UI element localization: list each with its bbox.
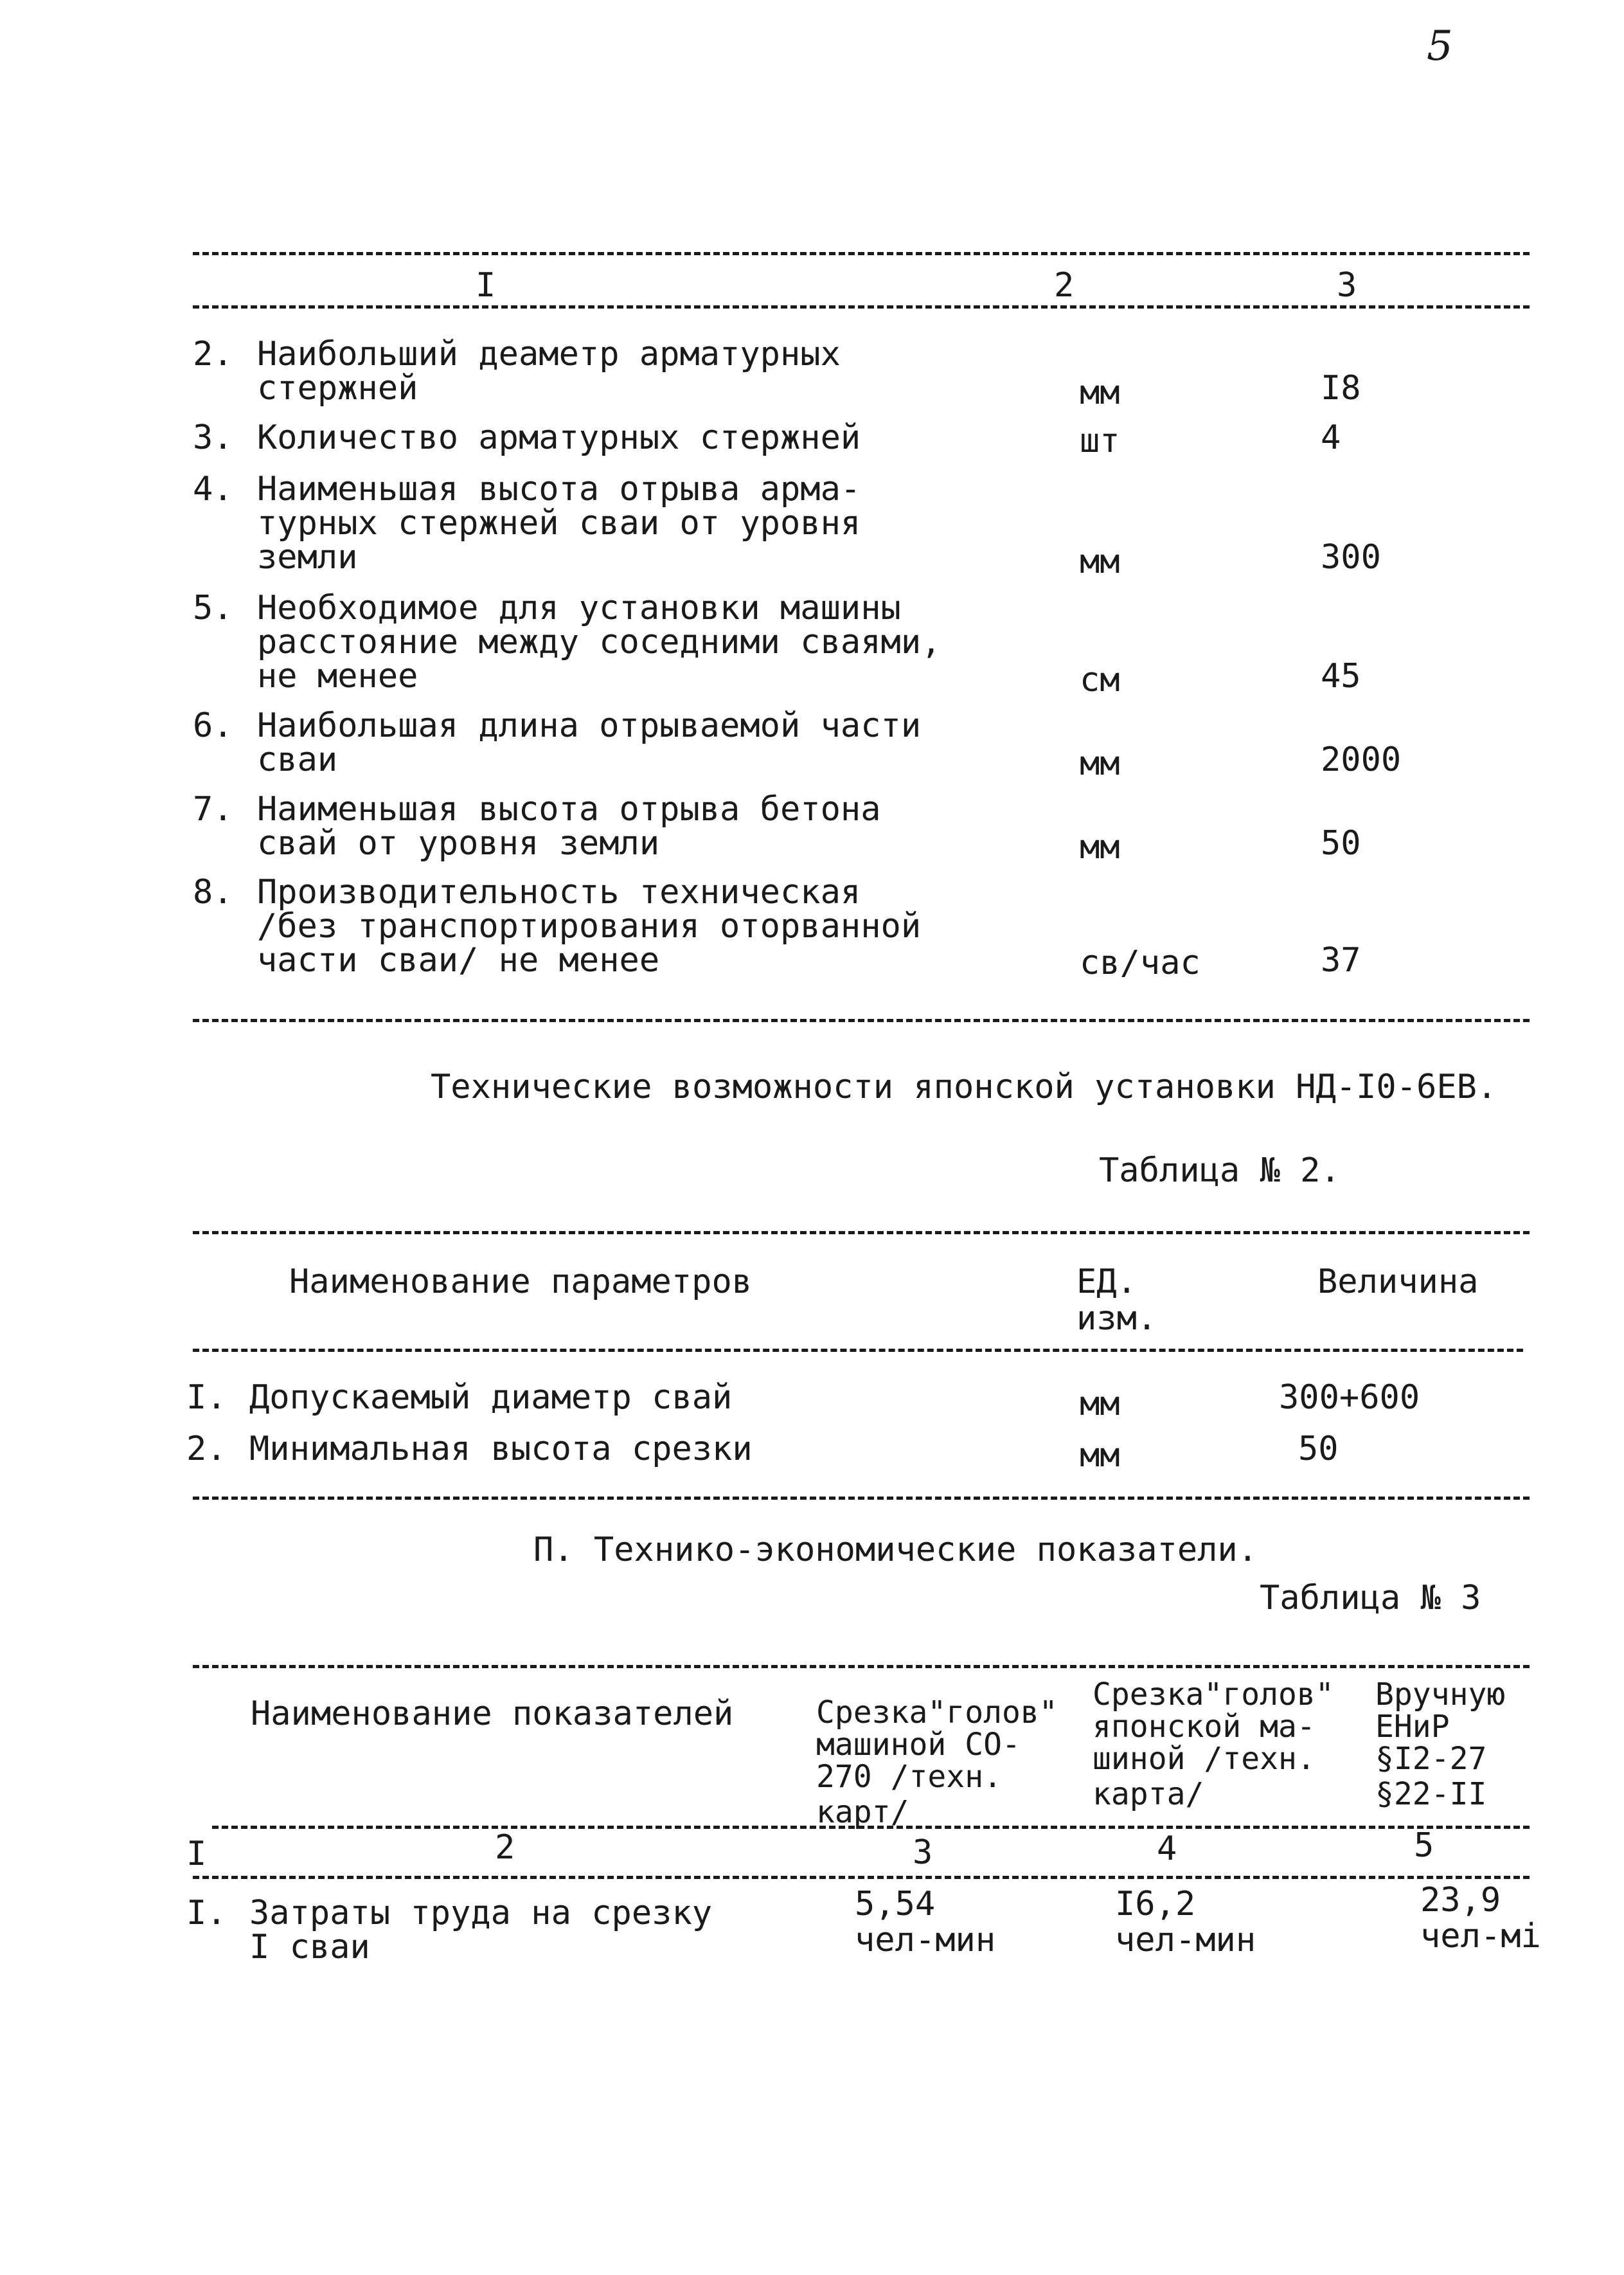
- row-unit: шт: [1080, 422, 1120, 460]
- row-text-line: свай от уровня земли: [257, 824, 660, 863]
- header-line: японской ма-: [1093, 1709, 1316, 1745]
- table1-top-rule: [193, 252, 1530, 255]
- row-text-line: земли: [257, 538, 358, 577]
- table3-top-rule: [193, 1665, 1530, 1668]
- row-text: Допускаемый диаметр свай: [249, 1378, 733, 1417]
- row-unit: мм: [1080, 1385, 1120, 1423]
- row-number: 5.: [193, 589, 233, 627]
- row-number: 7.: [193, 790, 233, 829]
- row-unit: мм: [1080, 744, 1120, 783]
- table3-header-rule: [212, 1826, 1530, 1829]
- header-line: машиной СО-: [816, 1727, 1021, 1763]
- row-text-line: Наибольшая длина отрываемой части: [257, 706, 922, 745]
- row-value-unit: чел-мин: [1115, 1921, 1256, 1959]
- table1-bottom-rule: [193, 1019, 1530, 1022]
- table2-caption: Таблица № 2.: [1099, 1151, 1341, 1190]
- row-value: 300+600: [1279, 1378, 1420, 1417]
- table3-colnum: 2: [495, 1828, 515, 1867]
- row-value: 45: [1321, 657, 1361, 696]
- row-number: 8.: [193, 873, 233, 912]
- row-number: I.: [186, 1894, 227, 1932]
- section-title: П. Технико-экономические показатели.: [533, 1531, 1258, 1569]
- table2-header-unit: изм.: [1076, 1299, 1157, 1338]
- row-unit: мм: [1080, 543, 1120, 581]
- row-value: I8: [1321, 369, 1361, 408]
- table1-header-col1: I: [476, 266, 496, 305]
- row-value-unit: чел-мі: [1420, 1917, 1541, 1956]
- row-value: 50: [1321, 824, 1361, 863]
- table3-caption: Таблица № 3: [1260, 1579, 1481, 1617]
- table3-colnum: 3: [913, 1833, 933, 1872]
- header-line: 270 /техн.: [816, 1759, 1002, 1795]
- row-text-line: стержней: [257, 369, 418, 408]
- header-line: Срезка"голов": [1093, 1677, 1334, 1713]
- row-text-line: Затраты труда на срезку: [249, 1894, 713, 1932]
- table2-bottom-rule: [193, 1497, 1530, 1500]
- row-value-unit: чел-мин: [855, 1921, 996, 1959]
- row-text-line: Необходимое для установки машины: [257, 589, 901, 627]
- row-text-line: расстояние между соседними сваями,: [257, 623, 941, 661]
- row-text-line: Наибольший деаметр арматурных: [257, 335, 841, 373]
- row-number: 6.: [193, 706, 233, 745]
- row-value: 50: [1298, 1430, 1339, 1468]
- row-value: 37: [1321, 941, 1361, 980]
- table3-header-name: Наименование показателей: [251, 1695, 734, 1733]
- table2-header-name: Наименование параметров: [289, 1263, 753, 1301]
- header-line: §I2-27: [1375, 1741, 1487, 1777]
- row-value: I6,2: [1115, 1885, 1196, 1923]
- header-line: §22-II: [1375, 1776, 1487, 1812]
- row-text-line: /без транспортирования оторванной: [257, 907, 922, 946]
- row-text-line: турных стержней сваи от уровня: [257, 504, 861, 543]
- row-unit: мм: [1080, 1436, 1120, 1475]
- table2-header-unit: ЕД.: [1076, 1263, 1137, 1301]
- row-value: 5,54: [855, 1885, 936, 1923]
- row-number: 2.: [186, 1430, 227, 1468]
- row-number: I.: [186, 1378, 227, 1417]
- row-number: 2.: [193, 335, 233, 373]
- table1-header-rule: [193, 305, 1530, 309]
- row-value: 4: [1321, 418, 1341, 457]
- table1-header-col3: 3: [1337, 266, 1357, 305]
- table3-colnum-rule: [193, 1876, 1530, 1879]
- table3-colnum: I: [186, 1835, 207, 1873]
- row-text-line: Количество арматурных стержней: [257, 418, 861, 457]
- row-text-line: I сваи: [249, 1928, 370, 1966]
- row-unit: мм: [1080, 373, 1120, 412]
- row-unit: см: [1080, 661, 1120, 699]
- table1-header-col2: 2: [1054, 266, 1075, 305]
- row-number: 4.: [193, 470, 233, 508]
- row-text-line: не менее: [257, 657, 418, 696]
- row-value: 23,9: [1420, 1881, 1501, 1920]
- table2-header-value: Величина: [1317, 1263, 1479, 1301]
- row-text-line: сваи: [257, 741, 338, 779]
- table3-colnum: 4: [1157, 1830, 1177, 1868]
- row-unit: св/час: [1080, 944, 1200, 982]
- row-text-line: Наименьшая высота отрыва арма-: [257, 470, 861, 508]
- row-value: 2000: [1321, 741, 1402, 779]
- header-line: карта/: [1093, 1776, 1204, 1812]
- section-title: Технические возможности японской установки НД-I0-6ЕВ.: [431, 1068, 1497, 1106]
- row-text-line: Наименьшая высота отрыва бетона: [257, 790, 881, 829]
- header-line: карт/: [816, 1794, 909, 1830]
- header-line: Вручную: [1375, 1677, 1506, 1713]
- header-line: шиной /техн.: [1093, 1741, 1316, 1777]
- table3-colnum: 5: [1414, 1826, 1434, 1865]
- page-number: 5: [1427, 22, 1453, 70]
- row-text-line: Производительность техническая: [257, 873, 861, 912]
- table2-header-rule: [193, 1349, 1523, 1352]
- header-line: Срезка"голов": [816, 1695, 1058, 1731]
- table2-top-rule: [193, 1231, 1530, 1234]
- row-number: 3.: [193, 418, 233, 457]
- row-text: Минимальная высота срезки: [249, 1430, 753, 1468]
- row-text-line: части сваи/ не менее: [257, 941, 660, 980]
- header-line: ЕНиР: [1375, 1709, 1450, 1745]
- row-unit: мм: [1080, 828, 1120, 867]
- row-value: 300: [1321, 538, 1381, 577]
